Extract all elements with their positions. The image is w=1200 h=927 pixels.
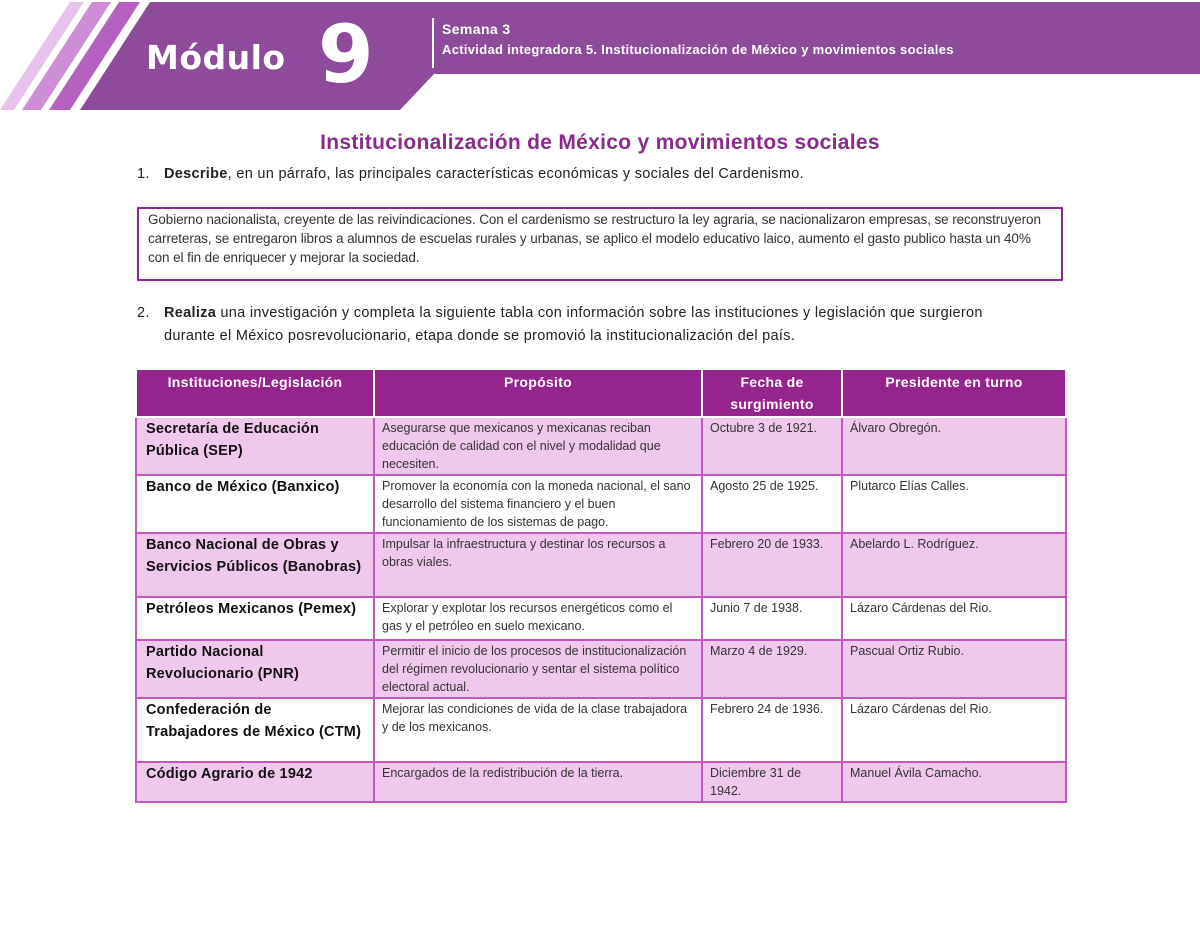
cell-date: Marzo 4 de 1929. <box>702 640 842 698</box>
module-banner <box>0 0 1200 112</box>
question-1 <box>137 164 804 184</box>
cell-president: Lázaro Cárdenas del Rio. <box>842 597 1066 640</box>
cell-president: Abelardo L. Rodríguez. <box>842 533 1066 597</box>
header-president: Presidente en turno <box>842 369 1066 417</box>
table-row <box>136 698 1066 762</box>
table-row <box>136 533 1066 597</box>
cell-date: Febrero 24 de 1936. <box>702 698 842 762</box>
question-1-verb: Describe <box>164 166 228 182</box>
cell-purpose: Explorar y explotar los recursos energéticos como el gas y el petróleo en suelo mexicano. <box>374 597 702 640</box>
cell-purpose: Impulsar la infraestructura y destinar los recursos a obras viales. <box>374 533 702 597</box>
table-row <box>136 417 1066 475</box>
cell-name: Partido Nacional Revolucionario (PNR) <box>136 640 374 698</box>
activity-label: Actividad integradora 5. Institucionalización de México y movimientos sociales <box>442 42 954 57</box>
document-title: Institucionalización de México y movimientos sociales <box>320 131 880 154</box>
header-date: Fecha de surgimiento <box>702 369 842 417</box>
cell-purpose: Asegurarse que mexicanos y mexicanas reciban educación de calidad con el nivel y modalidad que necesiten. <box>374 417 702 475</box>
cell-purpose: Encargados de la redistribución de la tierra. <box>374 762 702 802</box>
table-header-row <box>136 369 1066 417</box>
cell-purpose: Mejorar las condiciones de vida de la clase trabajadora y de los mexicanos. <box>374 698 702 762</box>
cell-name: Secretaría de Educación Pública (SEP) <box>136 417 374 475</box>
cell-president: Plutarco Elías Calles. <box>842 475 1066 533</box>
table-row <box>136 762 1066 802</box>
module-word: Módulo <box>146 38 286 77</box>
cell-name: Banco Nacional de Obras y Servicios Públicos (Banobras) <box>136 533 374 597</box>
table-row <box>136 597 1066 640</box>
question-1-text: , en un párrafo, las principales características económicas y sociales del Cardenismo. <box>227 166 804 182</box>
institutions-table <box>135 368 1067 803</box>
cell-name: Confederación de Trabajadores de México (CTM) <box>136 698 374 762</box>
cell-date: Febrero 20 de 1933. <box>702 533 842 597</box>
table-row <box>136 640 1066 698</box>
cell-name: Petróleos Mexicanos (Pemex) <box>136 597 374 640</box>
cell-date: Junio 7 de 1938. <box>702 597 842 640</box>
question-1-number: 1. <box>137 166 150 182</box>
cell-name: Código Agrario de 1942 <box>136 762 374 802</box>
cell-name: Banco de México (Banxico) <box>136 475 374 533</box>
table-row <box>136 475 1066 533</box>
question-2 <box>137 302 1067 348</box>
answer-box: Gobierno nacionalista, creyente de las reivindicaciones. Con el cardenismo se restructuro la ley agraria, se nacionalizaron empresas, se reconstruyeron carreteras, se entregaron libros a alumnos de escuelas rurales y urbanas, se aplico el modelo educativo laico, aumento el gasto publico hasta un 40% con el fin de enriquecer y mejorar la sociedad. <box>137 207 1063 281</box>
cell-president: Lázaro Cárdenas del Rio. <box>842 698 1066 762</box>
cell-date: Agosto 25 de 1925. <box>702 475 842 533</box>
header-purpose: Propósito <box>374 369 702 417</box>
question-2-line1: una investigación y completa la siguiente tabla con información sobre las instituciones y legislación que surgieron <box>216 305 983 321</box>
cell-purpose: Promover la economía con la moneda nacional, el sano desarrollo del sistema financiero y el buen funcionamiento de los sistemas de pago. <box>374 475 702 533</box>
header-institutions: Instituciones/Legislación <box>136 369 374 417</box>
cell-date: Octubre 3 de 1921. <box>702 417 842 475</box>
question-2-verb: Realiza <box>164 305 217 321</box>
header-info <box>432 18 954 68</box>
cell-president: Manuel Ávila Camacho. <box>842 762 1066 802</box>
cell-president: Álvaro Obregón. <box>842 417 1066 475</box>
week-label: Semana 3 <box>442 21 511 37</box>
cell-purpose: Permitir el inicio de los procesos de institucionalización del régimen revolucionario y sentar el sistema político electoral actual. <box>374 640 702 698</box>
question-2-line2: durante el México posrevolucionario, etapa donde se promovió la institucionalización del país. <box>164 328 796 344</box>
cell-date: Diciembre 31 de 1942. <box>702 762 842 802</box>
module-number: 9 <box>318 8 374 101</box>
question-2-number: 2. <box>137 305 150 321</box>
cell-president: Pascual Ortiz Rubio. <box>842 640 1066 698</box>
